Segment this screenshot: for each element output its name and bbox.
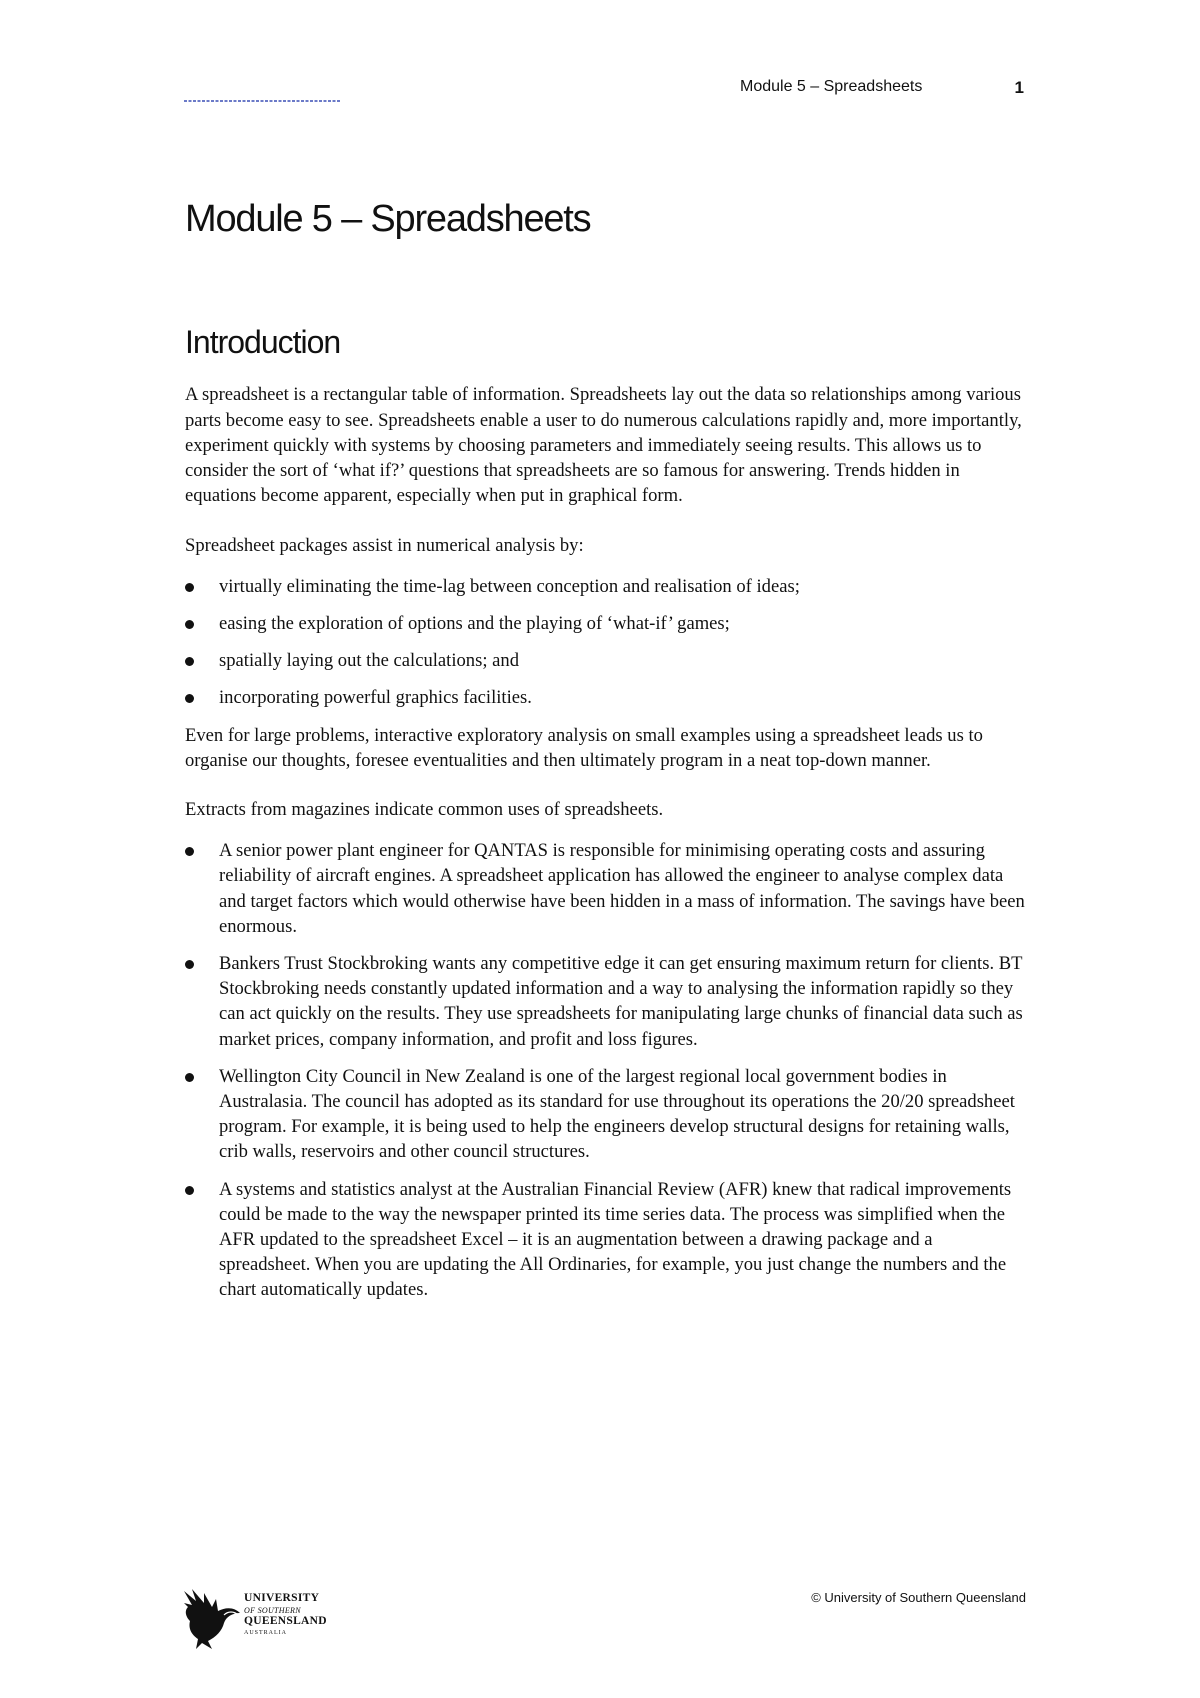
intro-paragraph: A spreadsheet is a rectangular table of information. Spreadsheets lay out the data so relationships among various parts become easy to see. Spreadsheets enable a user to do numerous calculations rapidly and, more importantly, experiment quickly with systems by choosing parameters and immediately seeing results. This allows us to consider the sort of ‘what if?’ questions that spreadsheets are so famous for answering. Trends hidden in equations become apparent, especially when put in graphical form.	[185, 384, 1022, 507]
list-item-text: easing the exploration of options and the playing of ‘what-if’ games;	[219, 612, 730, 634]
list-item-text: incorporating powerful graphics facilities.	[219, 687, 532, 709]
running-header	[740, 78, 1024, 98]
bullet-dot-icon	[185, 657, 194, 666]
bullet-dot-icon	[185, 847, 194, 856]
header-link-mark	[184, 99, 340, 103]
list-item-text: A senior power plant engineer for QANTAS is responsible for minimising operating costs and assuring reliability of aircraft engines. A spreadsheet application has allowed the engineer to analyse complex data and target factors which would otherwise have been hidden in a mass of information. The savings have been enormous.	[219, 840, 1025, 937]
list-item-text: virtually eliminating the time-lag between conception and realisation of ideas;	[219, 575, 800, 597]
bullet-dot-icon	[185, 1186, 194, 1195]
list-item	[185, 1177, 1025, 1303]
list-item-text: spatially laying out the calculations; and	[219, 650, 520, 672]
extracts-list	[185, 838, 1025, 1302]
list-item-text: A systems and statistics analyst at the Australian Financial Review (AFR) knew that radical improvements could be made to the way the newspaper printed its time series data. The process was simplified when the AFR updated to the spreadsheet Excel – it is an augmentation between a drawing package and a spreadsheet. When you are updating the All Ordinaries, for example, you just change the numbers and the chart automatically updates.	[219, 1178, 1012, 1301]
logo-wordmark: UNIVERSITY OF SOUTHERN QUEENSLAND AUSTRALIA	[244, 1592, 327, 1636]
list-item	[185, 648, 1025, 673]
bullet-dot-icon	[185, 694, 194, 703]
extracts-lead-paragraph: Extracts from magazines indicate common uses of spreadsheets.	[185, 798, 664, 820]
phoenix-icon	[182, 1585, 244, 1651]
bullet-dot-icon	[185, 960, 194, 969]
copyright-notice: © University of Southern Queensland	[811, 1590, 1026, 1605]
list-item	[185, 611, 1025, 636]
list-item	[185, 574, 1025, 599]
list-item	[185, 1064, 1025, 1165]
section-heading-introduction: Introduction	[185, 323, 341, 360]
bullet-dot-icon	[185, 583, 194, 592]
large-problems-paragraph: Even for large problems, interactive exploratory analysis on small examples using a spreadsheet leads us to organise our thoughts, foresee eventualities and then ultimately program in a neat top-down manner.	[185, 724, 983, 771]
list-item-text: Bankers Trust Stockbroking wants any competitive edge it can get ensuring maximum return for clients. BT Stockbroking needs constantly updated information and a way to analysing the information rapidly so they can act quickly on the results. They use spreadsheets for manipulating large chunks of financial data such as market prices, company information, and profit and loss figures.	[219, 952, 1023, 1050]
list-item	[185, 685, 1025, 710]
document-body	[185, 198, 1025, 1315]
running-title: Module 5 – Spreadsheets	[740, 78, 923, 95]
assist-list	[185, 574, 1025, 711]
document-title: Module 5 – Spreadsheets	[185, 198, 591, 240]
university-logo	[182, 1585, 342, 1651]
bullet-dot-icon	[185, 1073, 194, 1082]
assist-lead-paragraph: Spreadsheet packages assist in numerical analysis by:	[185, 534, 584, 556]
bullet-dot-icon	[185, 620, 194, 629]
list-item	[185, 838, 1025, 939]
list-item-text: Wellington City Council in New Zealand is one of the largest regional local government bodies in Australasia. The council has adopted as its standard for use throughout its operations the 20/20 spreadsheet program. For example, it is being used to help the engineers develop structural designs for retaining walls, crib walls, reservoirs and other council structures.	[219, 1065, 1015, 1163]
list-item	[185, 951, 1025, 1052]
page-number: 1	[1014, 78, 1024, 97]
